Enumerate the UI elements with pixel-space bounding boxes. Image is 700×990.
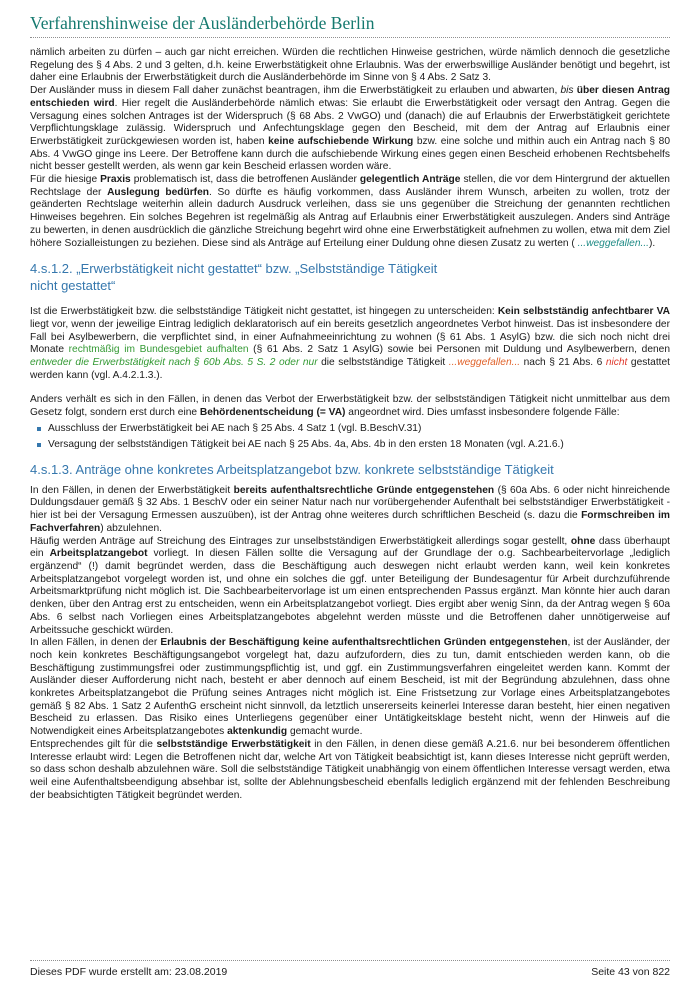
text-run: angeordnet wird. Dies umfasst insbesondere folgende Fälle:	[345, 407, 620, 419]
text-run: bis	[560, 85, 574, 97]
text-run: Behördenentscheidung (= VA)	[199, 407, 346, 419]
text-run: Formschreiben im Fachverfahren	[30, 510, 670, 534]
text-run: Praxis	[100, 174, 131, 186]
paragraph	[30, 536, 670, 638]
paragraph	[30, 174, 670, 250]
paragraph	[30, 739, 670, 803]
text-run: über diesen Antrag entschieden wird	[30, 85, 670, 109]
text-run: problematisch ist, dass die betroffenen Ausländer	[130, 174, 360, 186]
text-run: . So dürfte es häufig vorkommen, dass Ausländer ihrem Wunsch, arbeiten zu wollen, trotz der geänderten Rechtslage weiterhin allein dadurch Ausdruck verleihen, dass sie uns gegenüber die Streichung der genannten rechtlichen Hinweises begehren. Ein solches Begehren ist regelmäßig als Antrag auf Erlaubnis einer Erwerbstätigkeit auszulegen. Anders sind Anträge zu bewerten, in denen ausdrücklich die gänzliche Streichung begehrt wird ohne eine Erwerbstätigkeit aufnehmen zu wollen, etwa mit dem Ziel höhere Sozialleistungen zu beziehen. Diese sind als Anträge auf Erteilung einer Duldung ohne diesen Zusatz zu werten (	[30, 186, 671, 249]
text-run: bzw. eine solche und mithin auch ein Antrag nach § 80 Abs. 4 VwGO ginge ins Leere. Der Betroffene kann durch die aufschiebende Wirkung eines gegen einen Bescheid erhobenen Rechtsbehelfs nicht besser gestellt werden, als wenn gar kein Bescheid erlassen worden wäre.	[30, 135, 670, 173]
footer-divider	[30, 960, 670, 961]
text-run: ) abzulehnen.	[100, 522, 162, 534]
bullet-square-icon	[37, 443, 41, 447]
text-run: (§ 61 Abs. 2 Satz 1 AsylG) sowie bei Personen mit Duldung und Asylbewerbern, denen	[248, 344, 670, 356]
paragraph	[30, 47, 670, 85]
text-run: bereits aufenthaltsrechtliche Gründe entgegenstehen	[233, 484, 495, 496]
text-run: Ausschluss der Erwerbstätigkeit bei AE nach § 25 Abs. 4 Satz 1 (vgl. B.BeschV.31)	[48, 422, 422, 434]
text-run: . Hier regelt die Ausländerbehörde nämlich etwas: Sie erlaubt die Erwerbstätigkeit oder versagt den Antrag. Gegen die Versagung eines solchen Antrages ist der Widerspruch (§ 68 Abs. 2 VwGO) und (danach) die auf Erlaubnis der Erwerbstätigkeit gerichtete Verpflichtungsklage zulässig. Widerspruch und Anfechtungsklage gegen den Bescheid, mit dem der Antrag auf Erlaubnis einer Erwerbstätigkeit zurückgewiesen worden ist, haben	[30, 97, 670, 147]
document-body	[30, 47, 670, 802]
bullet-square-icon	[37, 427, 41, 431]
text-run: ).	[649, 237, 656, 249]
text-run: Versagung der selbstständigen Tätigkeit bei AE nach § 25 Abs. 4a, Abs. 4b in den ersten 18 Monaten (vgl. A.21.6.)	[48, 438, 564, 450]
text-run: nicht gestattet“	[30, 277, 116, 293]
paragraph	[30, 85, 670, 174]
text-run: nämlich arbeiten zu dürfen – auch gar nicht erreichen. Würden die rechtlichen Hinweise gestrichen, würde nämlich dennoch die gesetzliche Regelung des § 4 Abs. 2 und 3 gelten, d.h. keine Erwerbstätigkeit ohne Erlaubnis. Was der erwerbswillige Ausländer benötigt und begehrt, ist daher eine Erlaubnis der Erwerbstätigkeit durch die Ausländerbehörde im Sinne von § 4 Abs. 2 Satz 3.	[30, 47, 670, 84]
text-run: Der Ausländer muss in diesem Fall daher zunächst beantragen, ihm die Erwerbstätigkeit zu erlauben und abwarten,	[30, 85, 561, 97]
text-run: Für die hiesige	[30, 174, 101, 186]
text-run: , ist der Ausländer, der noch kein konkretes Beschäftigungsangebot vorgelegt hat, dazu aufzufordern, dies zu tun, damit entschieden werden kann, ob die Beschäftigung zustimmungsfrei oder zustimmungspflichtig ist, und ggf. ein Zustimmungsverfahren eingeleitet werden kann. Kommt der Ausländer dieser Aufforderung nicht nach, besteht er aber dennoch auf einem Bescheid, ist mit der Begründung abzulehnen, dass ohne konkretes Arbeitsplatzangebot die Prüfung seines Antrages nicht möglich ist. Eine Fristsetzung zur Vorlage eines Arbeitsplatzangebotes gemäß § 82 Abs. 1 Satz 2 AufenthG erscheint nicht sinnvoll, da letztlich unsererseits keinerlei Interesse daran besteht, hier einen negativen Bescheid zu erlassen. Das Risiko eines Unterliegens gegenüber einer Untätigkeitsklage besteht nicht, wenn der Hinweis auf die Notwendigkeit eines Arbeitsplatzangebotes	[30, 637, 670, 738]
text-run: gestattet werden kann (vgl. A.4.2.1.3.).	[30, 357, 670, 381]
text-run: stellen, die vor dem Hintergrund der aktuellen Rechtslage der	[30, 174, 670, 198]
text-run: die selbstständige Tätigkeit	[317, 357, 449, 369]
section-heading	[30, 462, 670, 479]
text-run: aktenkundig	[227, 726, 288, 738]
title-divider	[30, 37, 670, 38]
list-item	[30, 439, 670, 452]
text-run: rechtmäßig im Bundesgebiet aufhalten	[68, 344, 249, 356]
text-run: nicht	[605, 357, 628, 369]
text-run: liegt vor, wenn der jeweilige Eintrag lediglich deklaratorisch auf ein bereits gesetzlich angeordnetes Verbot hinweist. Das ist insbesondere der Fall bei Asylbewerbern, die verpflichtet sind, in einer Aufnahmeeinrichtung zu wohnen (§ 61 Abs. 1 AsylG) bzw. die sich noch nicht drei Monate	[30, 318, 670, 356]
paragraph	[30, 637, 670, 739]
text-run: Anders verhält es sich in den Fällen, in denen das Verbot der Erwerbstätigkeit bzw. der selbstständigen Tätigkeit nicht unmittelbar aus dem Gesetz folgt, sondern erst durch eine	[30, 394, 670, 419]
text-run: nach § 21 Abs. 6	[520, 357, 606, 369]
text-run: Kein selbstständig anfechtbarer VA	[497, 306, 670, 318]
paragraph	[30, 485, 670, 536]
bullet-list	[30, 423, 670, 451]
text-run: in den Fällen, in denen diese gemäß A.21.6. nur bei besonderem öffentlichen Interesse erlaubt wird: Legen die Betroffenen nicht dar, welche Art von Tätigkeit beabsichtigt ist, kann dieses Interesse nicht geprüft werden, so dass schon deshalb abzulehnen wäre. Soll die selbstständige Tätigkeit unabhängig von einem öffentlichen Interesse versagt werden, etwa weil eine Aufenthaltsbeendigung absehbar ist, sollte der Ablehnungsbescheid ebenfalls lediglich ergänzend mit der fehlenden Beschreibung der beabsichtigten Tätigkeit begründet werden.	[30, 738, 670, 801]
footer-created-date: Dieses PDF wurde erstellt am: 23.08.2019	[30, 966, 228, 978]
text-run: (§ 60a Abs. 6 oder nicht hinreichende Duldungsdauer gemäß § 32 Abs. 1 BeschV oder ein seiner Natur nach nur vorübergehender Aufenthalt bei selbstständiger Erwerbstätigkeit - hier ist bei der Versagung Ermessen auszuüben), ist der Antrag ohne weiteres durch schriftlichen Bescheid (s. dazu die	[30, 484, 670, 522]
text-run: 4.s.1.2. „Erwerbstätigkeit nicht gestattet“ bzw. „Selbstständige Tätigkeit	[30, 261, 438, 277]
section-heading	[30, 261, 670, 294]
footer-page-number: Seite 43 von 822	[591, 966, 670, 978]
text-run: selbstständige Erwerbstätigkeit	[156, 738, 311, 750]
text-run: dass überhaupt ein	[30, 535, 670, 560]
paragraph	[30, 306, 670, 382]
text-run: Arbeitsplatzangebot	[49, 548, 148, 560]
text-run: Auslegung bedürfen	[107, 186, 209, 198]
text-run: gemacht wurde.	[287, 726, 363, 738]
text-run: vorliegt. In diesen Fällen sollte die Versagung auf der Grundlage der o.g. Sachbearbeitervorlage „lediglich ergänzend“ (!) damit begründet werden, dass die Beschäftigung auch deswegen nicht erlaubt werden kann, weil kein konkretes Arbeitsplatzangebot vorgelegt worden ist, und ohne ein solches die ggf. unter Beteiligung der Bundesagentur für Arbeit durchzuführende Arbeitsmarktprüfung nicht möglich ist. Die Sachbearbeitervorlage ist um einen entsprechenden Passus ergänzt. Man könnte hier auch daran denken, über den Antrag erst zu entscheiden, wenn ein Arbeitsplatzangebot vorliegt. Dies ergibt aber wenig Sinn, da der Antrag wegen § 60a Abs. 6 selbst nach Vorliegen eines Arbeitsplatzangebotes abgelehnt werden müsste und die Betroffenen daher unnötigerweise auf Arbeitssuche geschickt würden.	[30, 548, 670, 636]
text-run: Ist die Erwerbstätigkeit bzw. die selbstständige Tätigkeit nicht gestattet, ist hingegen zu unterscheiden:	[30, 306, 498, 318]
text-run: ...weggefallen...	[577, 237, 649, 249]
text-run: entweder die Erwerbstätigkeit nach § 60b Abs. 5 S. 2 oder nur	[30, 357, 318, 369]
list-item	[30, 423, 670, 436]
text-run: Erlaubnis der Beschäftigung keine aufenthaltsrechtlichen Gründen entgegenstehen	[160, 637, 568, 649]
text-run: Entsprechendes gilt für die	[30, 738, 157, 750]
text-run: 4.s.1.3. Anträge ohne konkretes Arbeitsplatzangebot bzw. konkrete selbstständige Tätigkeit	[30, 462, 554, 478]
text-run: Häufig werden Anträge auf Streichung des Eintrages zur unselbstständigen Erwerbstätigkeit allerdings sogar gestellt,	[30, 535, 571, 547]
paragraph	[30, 394, 670, 419]
text-run: In allen Fällen, in denen der	[30, 637, 161, 649]
page-footer	[30, 960, 670, 979]
text-run: ...weggefallen...	[448, 357, 521, 369]
page-title: Verfahrenshinweise der Ausländerbehörde Berlin	[30, 13, 375, 33]
text-run: In den Fällen, in denen der Erwerbstätigkeit	[30, 484, 234, 496]
footer-row	[30, 966, 670, 979]
text-run: gelegentlich Anträge	[359, 174, 461, 186]
text-run: keine aufschiebende Wirkung	[268, 135, 414, 147]
text-run: ohne	[570, 535, 596, 547]
